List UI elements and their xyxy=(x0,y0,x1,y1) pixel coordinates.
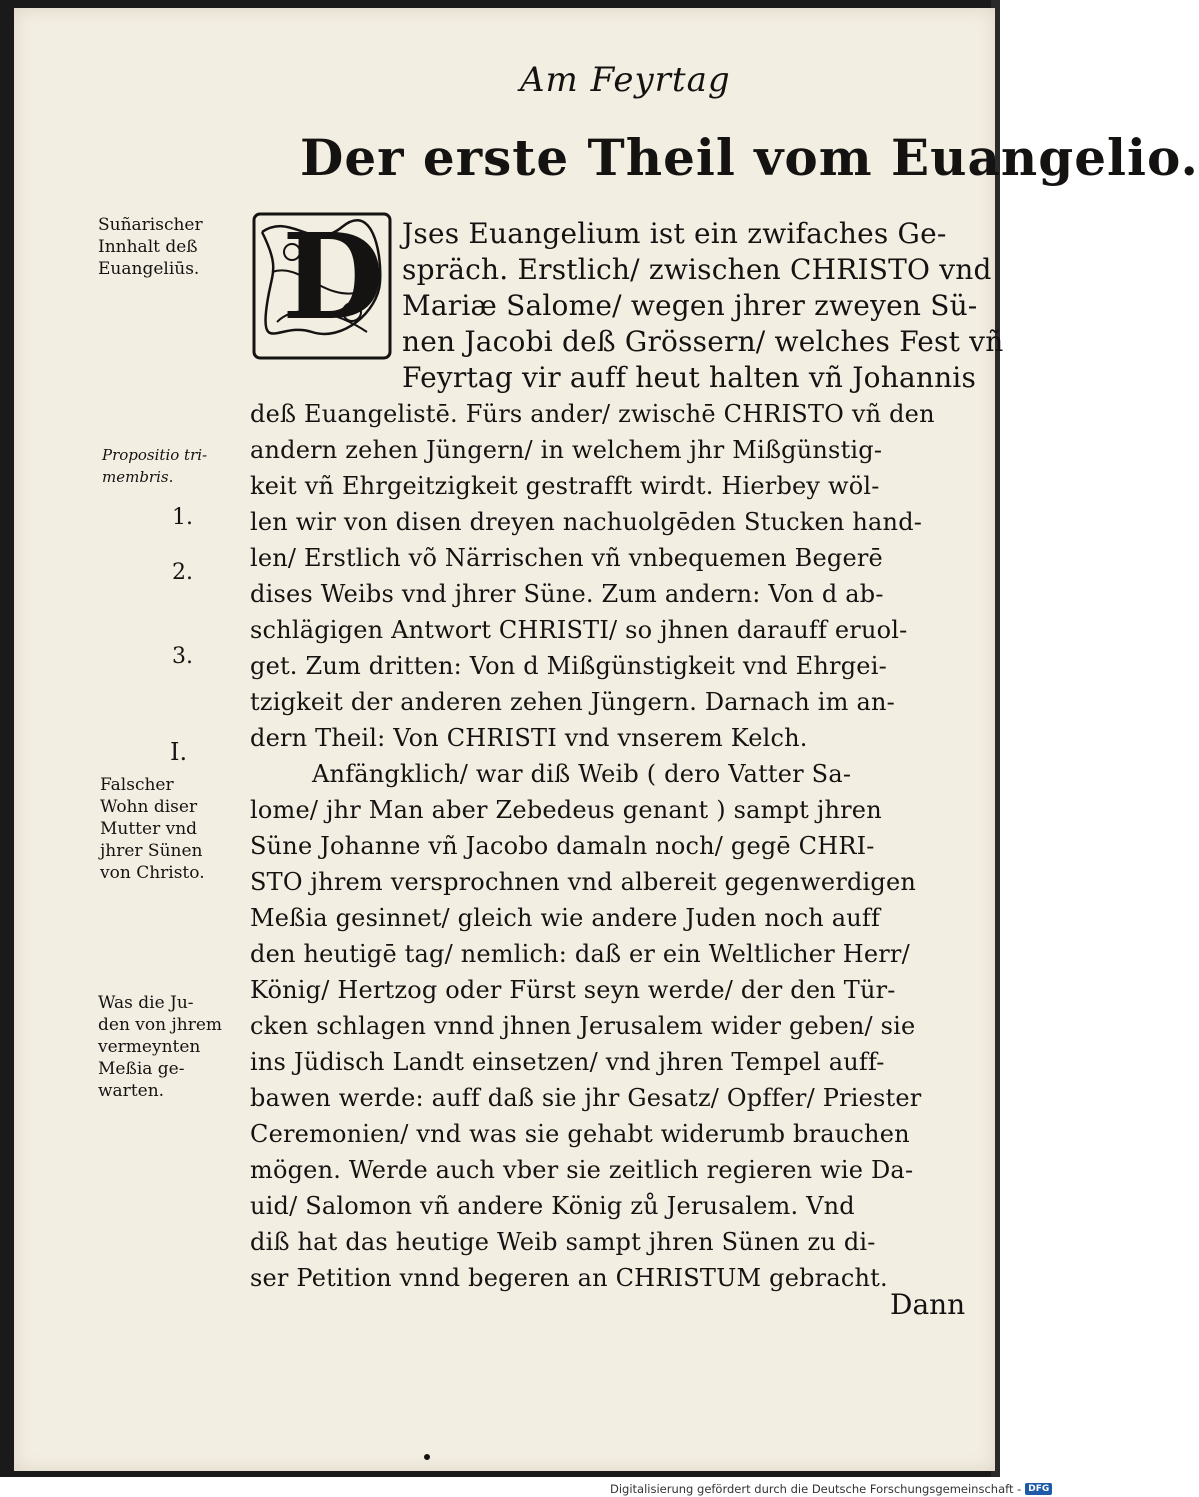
body-line: mögen. Werde auch vber sie zeitlich regieren wie Da- xyxy=(250,1156,914,1184)
margin-number-2: 2. xyxy=(172,560,193,585)
footer-text: Digitalisierung gefördert durch die Deutsche Forschungsgemeinschaft - xyxy=(610,1481,1022,1496)
body-line: tzigkeit der anderen zehen Jüngern. Darnach im an- xyxy=(250,688,895,716)
margin-note-propositio xyxy=(102,444,207,488)
body-line: nen Jacobi deß Grössern/ welches Fest vñ xyxy=(402,325,1004,358)
body-line: ser Petition vnnd begeren an CHRISTUM gebracht. xyxy=(250,1264,888,1292)
margin-note-line: jhrer Sünen xyxy=(100,841,203,861)
body-line: len wir von disen dreyen nachuolgēden Stucken hand- xyxy=(250,508,923,536)
body-line: Anfängklich/ war diß Weib ( dero Vatter Sa- xyxy=(312,760,852,788)
body-line: cken schlagen vnnd jhnen Jerusalem wider geben/ sie xyxy=(250,1012,916,1040)
catchword: Dann xyxy=(890,1288,966,1321)
body-line: König/ Hertzog oder Fürst seyn werde/ der den Tür- xyxy=(250,976,896,1004)
body-line: spräch. Erstlich/ zwischen CHRISTO vnd xyxy=(402,253,992,286)
body-line: len/ Erstlich võ Närrischen vñ vnbequemen Begerē xyxy=(250,544,883,572)
body-line: lome/ jhr Man aber Zebedeus genant ) sampt jhren xyxy=(250,796,882,824)
margin-note-line: membris. xyxy=(102,468,174,486)
body-line: uid/ Salomon vñ andere König zů Jerusalem. Vnd xyxy=(250,1192,855,1220)
body-line: get. Zum dritten: Von d Mißgünstigkeit vnd Ehrgei- xyxy=(250,652,887,680)
body-line: STO jhrem versprochnen vnd albereit gegenwerdigen xyxy=(250,868,917,896)
body-line: den heutigē tag/ nemlich: daß er ein Weltlicher Herr/ xyxy=(250,940,910,968)
body-line: ins Jüdisch Landt einsetzen/ vnd jhren Tempel auff- xyxy=(250,1048,885,1076)
body-line: Jses Euangelium ist ein zwifaches Ge- xyxy=(402,217,947,250)
margin-note-line: vermeynten xyxy=(98,1037,201,1057)
section-title: Der erste Theil vom Euangelio. xyxy=(300,128,1199,187)
body-line: keit vñ Ehrgeitzigkeit gestrafft wirdt. Hierbey wöl- xyxy=(250,472,880,500)
margin-note-line: Suñarischer xyxy=(98,215,203,235)
margin-note-line: Euangeliūs. xyxy=(98,259,200,279)
body-line: deß Euangelistē. Fürs ander/ zwischē CHRISTO vñ den xyxy=(250,400,935,428)
margin-roman-one: I. xyxy=(170,738,188,766)
margin-number-1: 1. xyxy=(172,505,193,530)
body-line: dises Weibs vnd jhrer Süne. Zum andern: Von d ab- xyxy=(250,580,884,608)
dfg-logo: DFG xyxy=(1025,1483,1052,1495)
page-ornament-dot xyxy=(424,1454,430,1460)
margin-note-line: den von jhrem xyxy=(98,1015,223,1035)
margin-note-line: warten. xyxy=(98,1081,165,1101)
margin-note-line: Was die Ju- xyxy=(98,993,194,1013)
margin-note-line: Meßia ge- xyxy=(98,1059,185,1079)
body-line: schlägigen Antwort CHRISTI/ so jhnen darauff eruol- xyxy=(250,616,908,644)
running-header: Am Feyrtag xyxy=(520,60,731,100)
margin-note-line: Innhalt deß xyxy=(98,237,198,257)
body-line: Feyrtag vir auff heut halten vñ Johannis xyxy=(402,361,977,394)
footer-credit xyxy=(610,1480,1052,1497)
decorated-initial xyxy=(252,207,392,360)
margin-number-3: 3. xyxy=(172,644,193,669)
margin-note-line: Falscher xyxy=(100,775,174,795)
body-line: diß hat das heutige Weib sampt jhren Sünen zu di- xyxy=(250,1228,876,1256)
margin-note-line: Propositio tri- xyxy=(102,446,208,464)
margin-note-juden xyxy=(98,992,222,1102)
initial-letter: D xyxy=(282,207,385,346)
body-line: bawen werde: auff daß sie jhr Gesatz/ Opffer/ Priester xyxy=(250,1084,922,1112)
margin-note-line: von Christo. xyxy=(100,863,205,883)
margin-note-line: Wohn diser xyxy=(100,797,198,817)
margin-note-summary xyxy=(98,214,203,280)
body-line: Süne Johanne vñ Jacobo damaln noch/ gegē CHRI- xyxy=(250,832,875,860)
body-line: andern zehen Jüngern/ in welchem jhr Mißgünstig- xyxy=(250,436,883,464)
body-line: Meßia gesinnet/ gleich wie andere Juden noch auff xyxy=(250,904,881,932)
body-line: dern Theil: Von CHRISTI vnd vnserem Kelch. xyxy=(250,724,808,752)
margin-note-falscher xyxy=(100,774,205,884)
margin-note-line: Mutter vnd xyxy=(100,819,198,839)
body-line: Mariæ Salome/ wegen jhrer zweyen Sü- xyxy=(402,289,978,322)
body-line: Ceremonien/ vnd was sie gehabt widerumb brauchen xyxy=(250,1120,910,1148)
